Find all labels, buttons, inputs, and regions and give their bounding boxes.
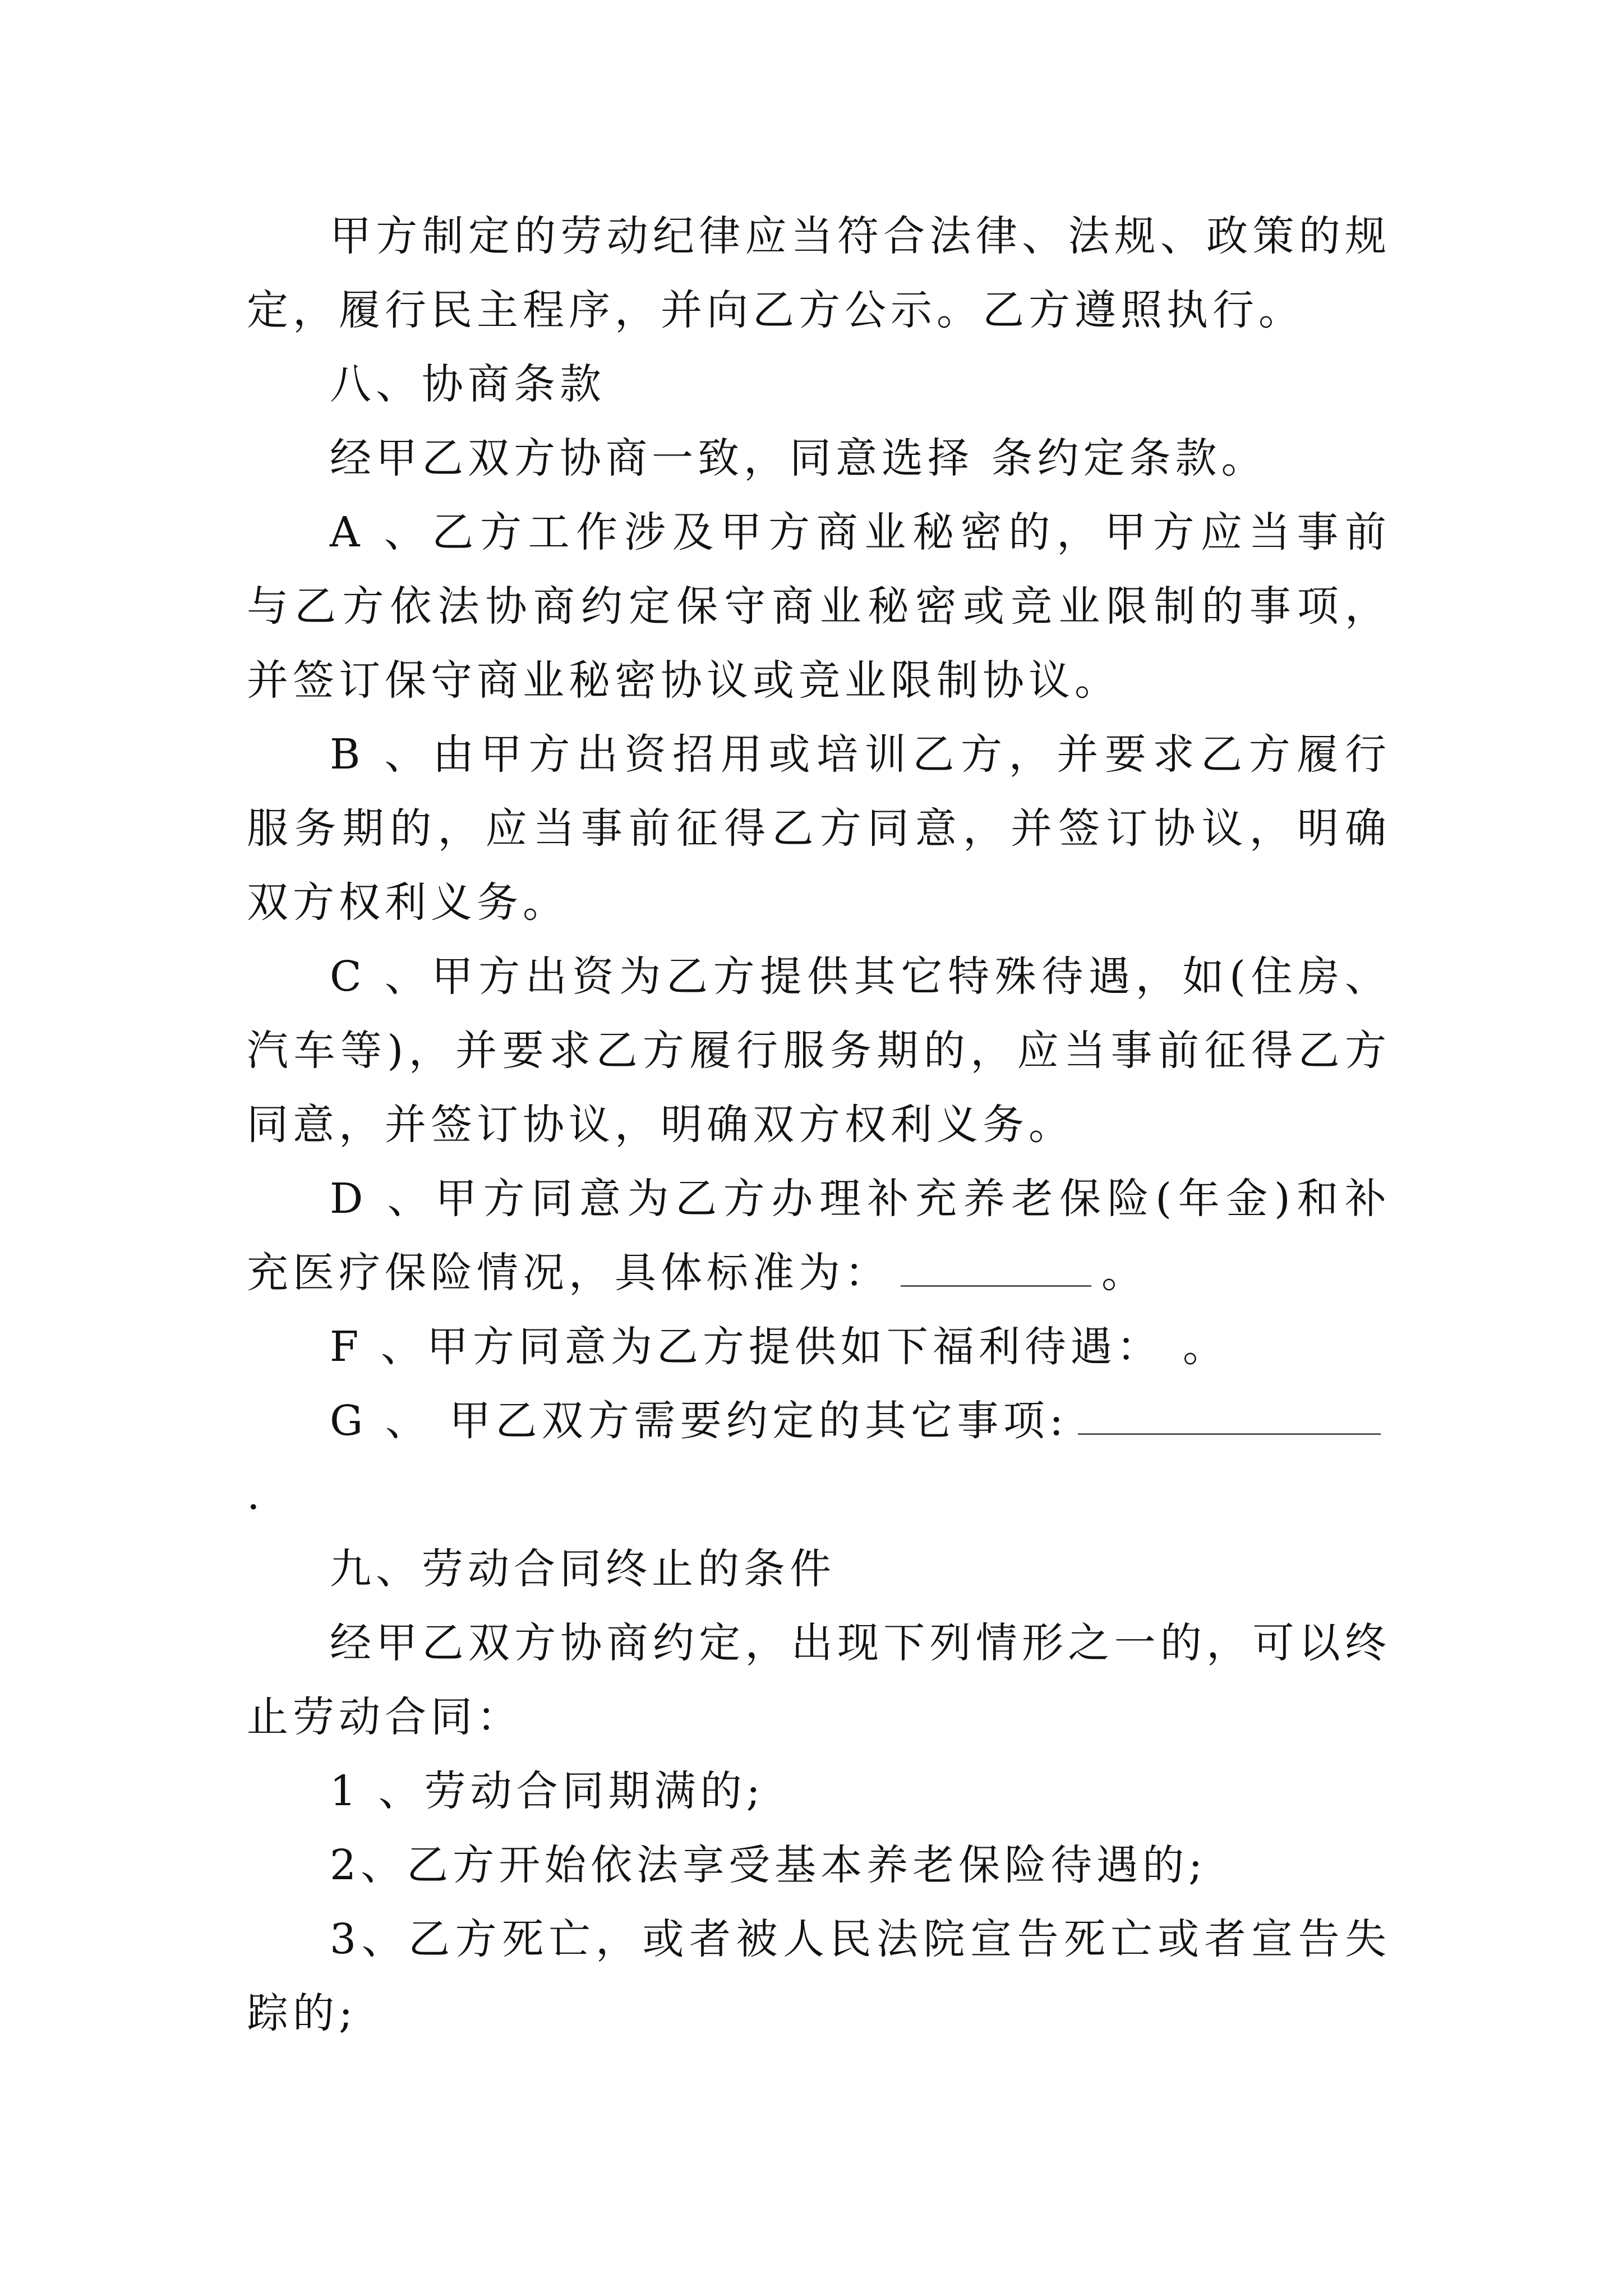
termination-item-1: 1 、劳动合同期满的; [330, 1767, 765, 1815]
clause-g-text: G 、 甲乙双方需要约定的其它事项: [330, 1397, 1068, 1445]
heading-termination-conditions: 九、劳动合同终止的条件 [330, 1545, 836, 1593]
paragraph-clause-selection: 经甲乙双方协商一致，同意选择 条约定条款。 [330, 434, 1267, 482]
paragraph-termination-intro: 经甲乙双方协商约定，出现下列情形之一的，可以终止劳动合同： [247, 1619, 1391, 1741]
clause-c: C 、甲方出资为乙方提供其它特殊待遇，如(住房、汽车等)，并要求乙方履行服务期的，应当事前征得乙方同意，并签订协议，明确双方权利义务。 [247, 953, 1391, 1149]
clause-g-blank [1078, 1392, 1381, 1435]
clause-g [247, 1384, 1391, 1532]
termination-item-3: 3、乙方死亡，或者被人民法院宣告死亡或者宣告失踪的; [247, 1915, 1391, 2037]
heading-negotiation-clauses: 八、协商条款 [330, 360, 606, 408]
clause-d-end: 。 [1101, 1249, 1147, 1297]
clause-f-text: F 、甲方同意为乙方提供如下福利待遇： [330, 1323, 1163, 1371]
clause-b: B 、由甲方出资招用或培训乙方，并要求乙方履行服务期的，应当事前征得乙方同意，并签订协议，明确双方权利义务。 [247, 730, 1391, 927]
termination-item-2: 2、乙方开始依法享受基本养老保险待遇的; [330, 1841, 1207, 1889]
clause-a: A 、乙方工作涉及甲方商业秘密的，甲方应当事前与乙方依法协商约定保守商业秘密或竞业限制的事项，并签订保守商业秘密协议或竞业限制协议。 [247, 508, 1391, 705]
clause-d-text: D 、甲方同意为乙方办理补充养老保险(年金)和补充医疗保险情况，具体标准为： [247, 1175, 1391, 1297]
clause-d [247, 1162, 1391, 1310]
clause-f [247, 1310, 1391, 1384]
clause-d-blank [901, 1244, 1091, 1287]
paragraph-labor-discipline: 甲方制定的劳动纪律应当符合法律、法规、政策的规定，履行民主程序，并向乙方公示。乙方遵照执行。 [247, 212, 1391, 334]
contract-text [247, 199, 1391, 2050]
clause-f-end: 。 [1182, 1323, 1229, 1371]
clause-g-end: . [247, 1471, 265, 1519]
